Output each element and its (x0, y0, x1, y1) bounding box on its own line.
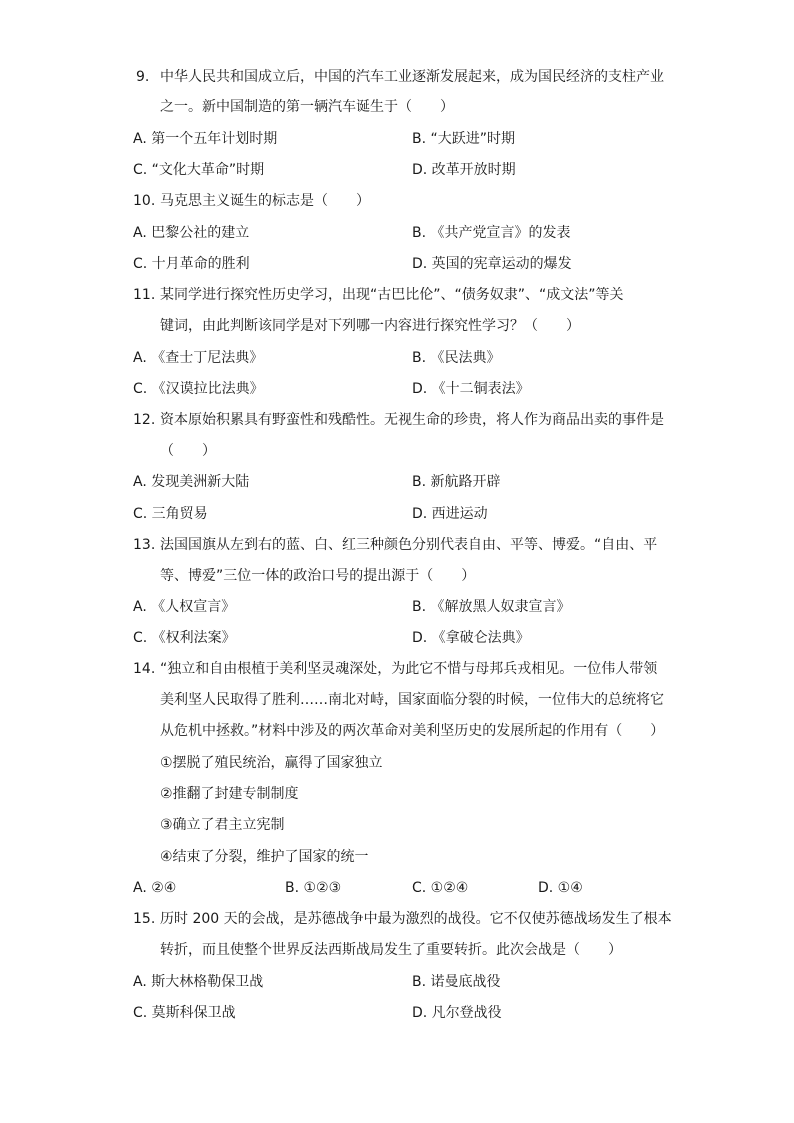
question-text: 中华人民共和国成立后，中国的汽车工业逐渐发展起来，成为国民经济的支柱产业 (160, 69, 664, 85)
option-b: B. 新航路开辟 (412, 474, 501, 490)
question-text: 法国国旗从左到右的蓝、白、红三种颜色分别代表自由、平等、博爱。“自由、平 (160, 537, 658, 553)
option-d: D. 改革开放时期 (412, 162, 516, 178)
question-number: 14. (133, 661, 156, 677)
question-text: 之一。新中国制造的第一辆汽车诞生于（ ） (160, 99, 454, 115)
statement-item: ②推翻了封建专制制度 (160, 786, 299, 802)
question-text: （ ） (160, 443, 216, 459)
option-d: D. 西进运动 (412, 506, 488, 522)
question-text: 某同学进行探究性历史学习，出现“古巴比伦”、“债务奴隶”、“成文法”等关 (160, 287, 624, 303)
option-a: A. 《人权宣言》 (133, 599, 236, 615)
question-text: 转折，而且使整个世界反法西斯战局发生了重要转折。此次会战是（ ） (160, 942, 622, 958)
option-b: B. 《民法典》 (412, 350, 501, 366)
option-d: D. 英国的宪章运动的爆发 (412, 256, 572, 272)
question-number: 13. (133, 537, 156, 553)
option-a: A. 巴黎公社的建立 (133, 225, 250, 241)
option-c: C. 莫斯科保卫战 (133, 1005, 236, 1021)
option-c: C. 三角贸易 (133, 506, 208, 522)
option-c: C. 《汉谟拉比法典》 (133, 381, 264, 397)
question-text: 等、博爱”三位一体的政治口号的提出源于（ ） (160, 568, 476, 584)
option-b: B. 诺曼底战役 (412, 974, 501, 990)
statement-item: ①摆脱了殖民统治，赢得了国家独立 (160, 755, 383, 771)
statement-item: ④结束了分裂，维护了国家的统一 (160, 849, 369, 865)
option-c: C. 十月革命的胜利 (133, 256, 250, 272)
option-a: A. 《查士丁尼法典》 (133, 350, 264, 366)
question-text: 资本原始积累具有野蛮性和残酷性。无视生命的珍贵，将人作为商品出卖的事件是 (160, 412, 664, 428)
option-b: B. ①②③ (285, 880, 342, 896)
question-text: 美利坚人民取得了胜利……南北对峙，国家面临分裂的时候，一位伟大的总统将它 (160, 692, 664, 708)
option-b: B. 《解放黑人奴隶宣言》 (412, 599, 571, 615)
question-text: 历时 200 天的会战，是苏德战争中最为激烈的战役。它不仅使苏德战场发生了根本 (160, 911, 672, 927)
option-d: D. 《十二铜表法》 (412, 381, 530, 397)
option-d: D. ①④ (538, 880, 583, 896)
question-text: “独立和自由根植于美利坚灵魂深处，为此它不惜与母邦兵戎相见。一位伟人带领 (160, 661, 658, 677)
question-text: 马克思主义诞生的标志是（ ） (160, 193, 370, 209)
option-d: D. 《拿破仑法典》 (412, 630, 530, 646)
option-c: C. ①②④ (412, 880, 469, 896)
question-number: 12. (133, 412, 156, 428)
question-number: 9. (136, 69, 150, 85)
option-a: A. 发现美洲新大陆 (133, 474, 250, 490)
option-c: C. 《权利法案》 (133, 630, 236, 646)
question-text: 从危机中拯救。”材料中涉及的两次革命对美利坚历史的发展所起的作用有（ ） (160, 723, 665, 739)
option-b: B. “大跃进”时期 (412, 131, 516, 147)
question-number: 10. (133, 193, 156, 209)
option-a: A. 斯大林格勒保卫战 (133, 974, 264, 990)
statement-item: ③确立了君主立宪制 (160, 817, 285, 833)
question-number: 11. (133, 287, 156, 303)
question-text: 键词，由此判断该同学是对下列哪一内容进行探究性学习？（ ） (160, 318, 580, 334)
question-number: 15. (133, 911, 156, 927)
option-c: C. “文化大革命”时期 (133, 162, 265, 178)
option-d: D. 凡尔登战役 (412, 1005, 502, 1021)
option-a: A. 第一个五年计划时期 (133, 131, 278, 147)
option-b: B. 《共产党宣言》的发表 (412, 225, 571, 241)
option-a: A. ②④ (133, 880, 177, 896)
